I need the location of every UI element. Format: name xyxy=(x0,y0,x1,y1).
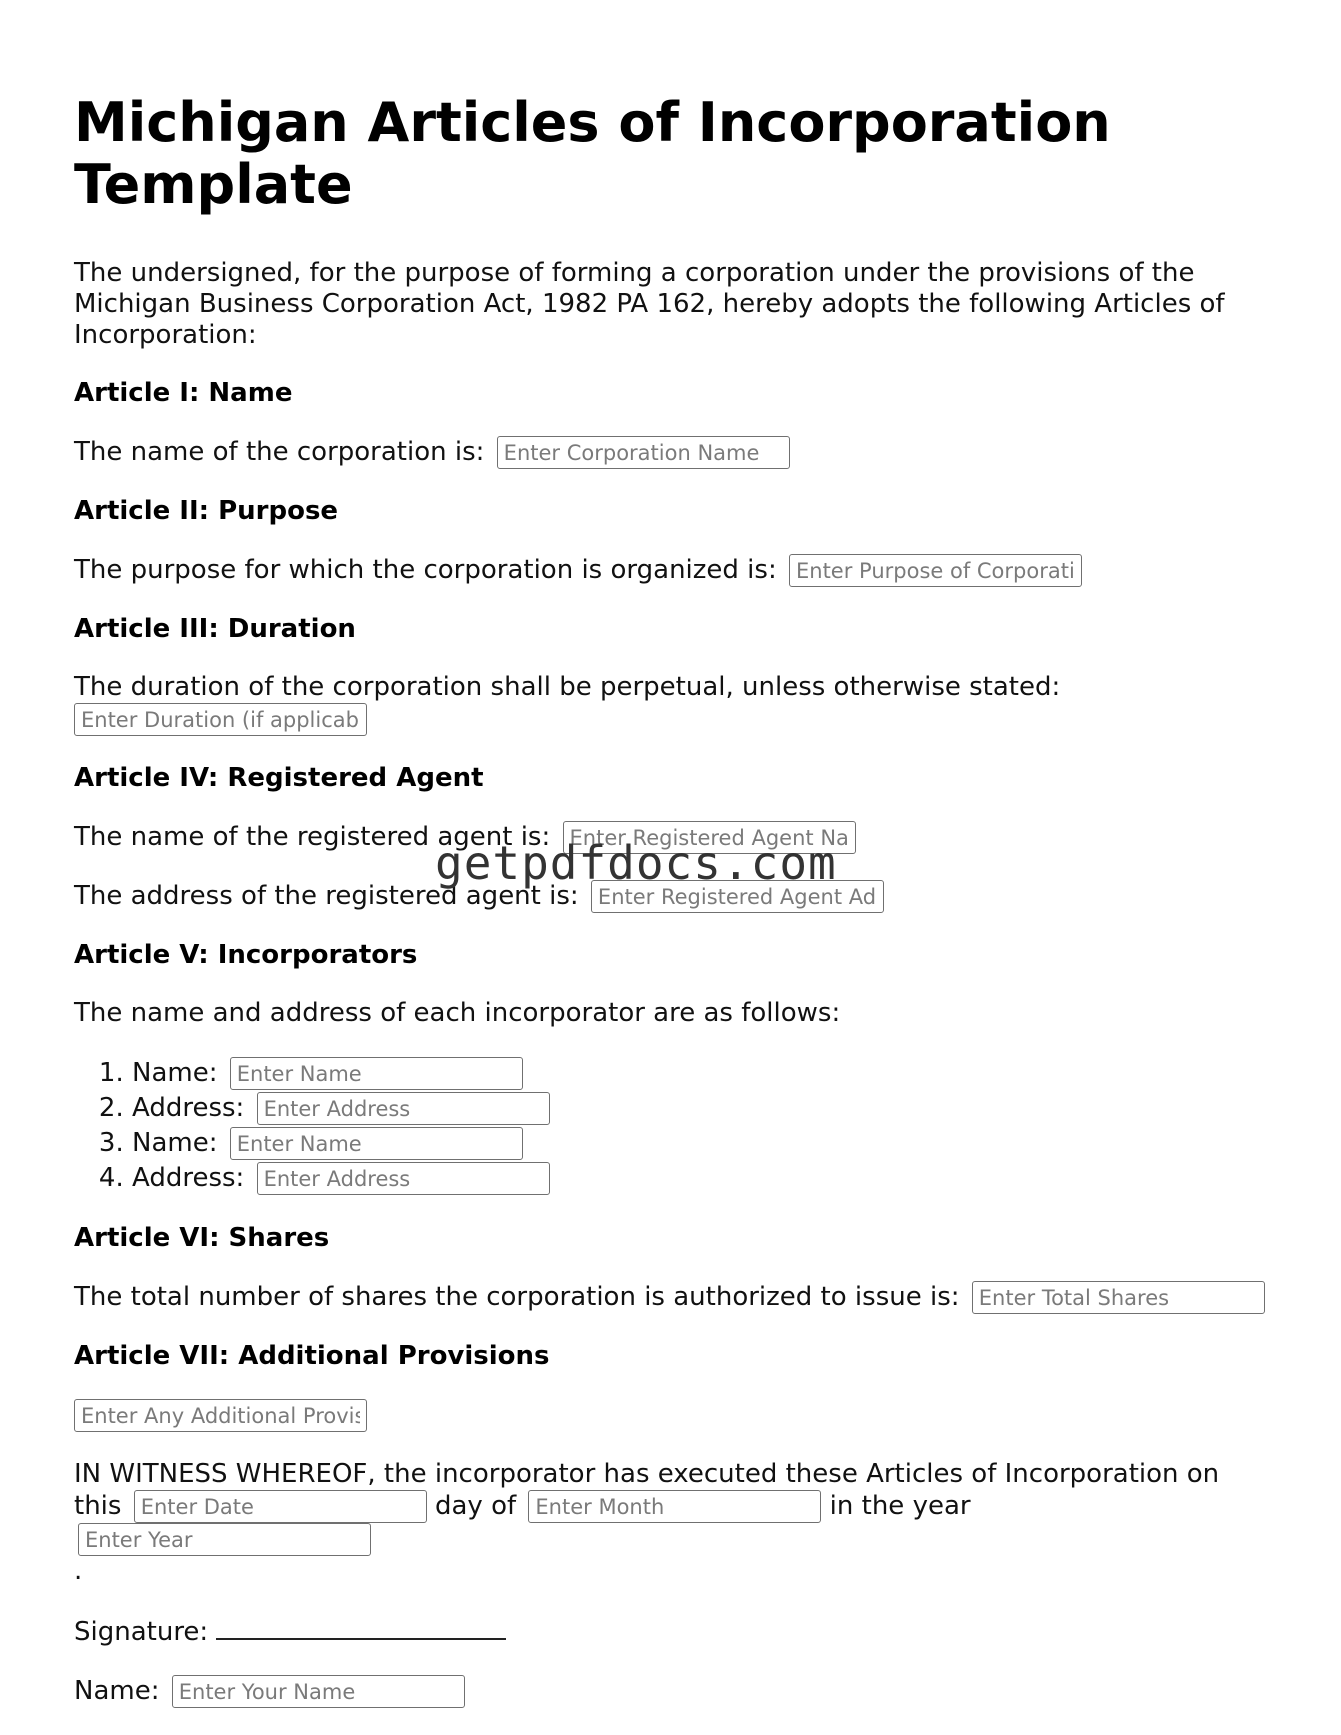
duration-input[interactable] xyxy=(74,703,367,736)
incorporator-1-name-input[interactable] xyxy=(230,1057,523,1090)
agent-address-line xyxy=(74,880,1274,913)
your-name-input[interactable] xyxy=(172,1675,465,1708)
incorporator-2-name-input[interactable] xyxy=(230,1127,523,1160)
day-of-text: day of xyxy=(434,1491,517,1521)
article-7-line xyxy=(74,1399,1274,1432)
incorporators-list xyxy=(74,1056,1274,1196)
page-title: Michigan Articles of Incorporation Template xyxy=(74,91,1111,216)
in-the-year-text: in the year xyxy=(829,1491,971,1521)
article-6-heading: Article VI: Shares xyxy=(74,1223,330,1253)
document xyxy=(74,92,1274,1708)
list-item xyxy=(132,1161,1274,1196)
agent-name-text: The name of the registered agent is: xyxy=(74,822,551,852)
agent-name-line xyxy=(74,821,1274,854)
article-1-text: The name of the corporation is: xyxy=(74,437,485,467)
date-input[interactable] xyxy=(134,1490,427,1523)
month-input[interactable] xyxy=(528,1490,821,1523)
article-5-text: The name and address of each incorporator are as follows: xyxy=(74,998,841,1028)
witness-paragraph xyxy=(74,1459,1254,1587)
signature-line xyxy=(74,1614,1274,1648)
article-4-heading: Article IV: Registered Agent xyxy=(74,763,484,793)
witness-period: . xyxy=(74,1556,83,1586)
list-item xyxy=(132,1091,1274,1126)
article-1-line xyxy=(74,436,1274,469)
article-3-heading: Article III: Duration xyxy=(74,614,356,644)
incorporator-1-name-label: Name: xyxy=(132,1058,218,1088)
signature-label: Signature: xyxy=(74,1617,209,1647)
incorporator-1-address-input[interactable] xyxy=(257,1092,550,1125)
article-7-heading: Article VII: Additional Provisions xyxy=(74,1341,550,1371)
article-6-text: The total number of shares the corporation is authorized to issue is: xyxy=(74,1282,960,1312)
article-2-text: The purpose for which the corporation is organized is: xyxy=(74,555,777,585)
article-2-heading: Article II: Purpose xyxy=(74,496,339,526)
article-6-line xyxy=(74,1281,1274,1314)
name-line xyxy=(74,1675,1274,1708)
article-3-line xyxy=(74,672,1274,736)
list-item xyxy=(132,1056,1274,1091)
article-3-text: The duration of the corporation shall be perpetual, unless otherwise stated: xyxy=(74,672,1061,702)
additional-provisions-input[interactable] xyxy=(74,1399,367,1432)
agent-address-text: The address of the registered agent is: xyxy=(74,881,579,911)
incorporator-2-name-label: Name: xyxy=(132,1128,218,1158)
incorporator-2-address-input[interactable] xyxy=(257,1162,550,1195)
article-1-heading: Article I: Name xyxy=(74,378,293,408)
incorporator-2-address-label: Address: xyxy=(132,1163,245,1193)
agent-address-input[interactable] xyxy=(591,880,884,913)
agent-name-input[interactable] xyxy=(563,821,856,854)
witness-text: IN WITNESS WHEREOF, the incorporator has executed these Articles of Incorporation on this xyxy=(74,1459,1220,1521)
article-2-line xyxy=(74,554,1274,587)
signature-underline[interactable] xyxy=(216,1614,506,1640)
your-name-label: Name: xyxy=(74,1676,160,1706)
article-5-heading: Article V: Incorporators xyxy=(74,940,418,970)
purpose-input[interactable] xyxy=(789,554,1082,587)
watermark: getpdfdocs.com xyxy=(435,836,837,890)
list-item xyxy=(132,1126,1274,1161)
corporation-name-input[interactable] xyxy=(497,436,790,469)
intro-paragraph: The undersigned, for the purpose of forming a corporation under the provisions of the Michigan Business Corporation Act, 1982 PA 162, hereby adopts the following Articles of Incorporation: xyxy=(74,258,1225,350)
total-shares-input[interactable] xyxy=(972,1281,1265,1314)
incorporator-1-address-label: Address: xyxy=(132,1093,245,1123)
year-input[interactable] xyxy=(78,1523,371,1556)
